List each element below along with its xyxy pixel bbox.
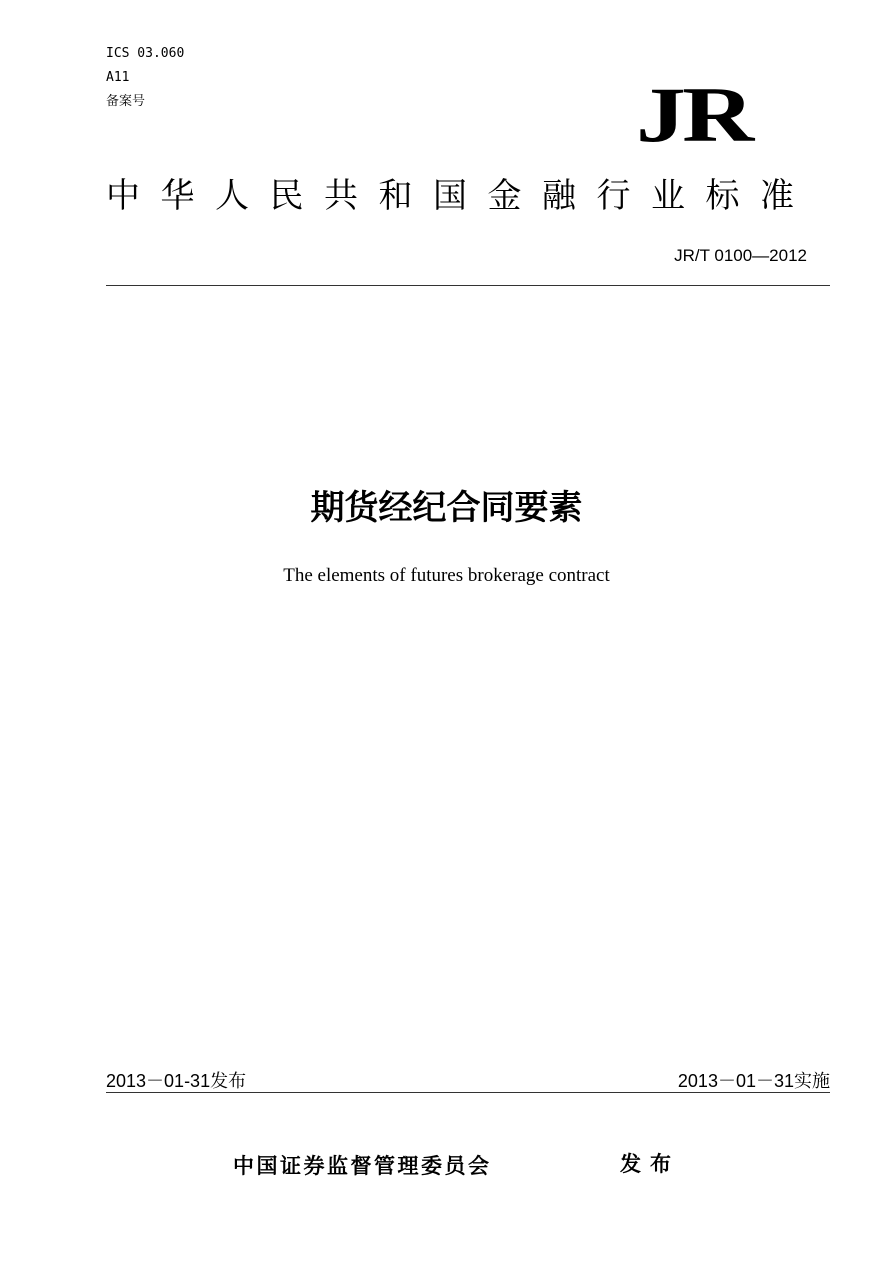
issue-date: 2013－01-31 xyxy=(106,1071,211,1091)
implementation-label: 实施 xyxy=(794,1071,830,1092)
bottom-divider xyxy=(106,1092,830,1093)
ics-code: ICS 03.060 xyxy=(106,46,185,61)
document-title: 期货经纪合同要素 xyxy=(310,488,583,528)
classification-code: A11 xyxy=(106,70,130,85)
implementation-date-line xyxy=(678,1070,830,1093)
document-subtitle: The elements of futures brokerage contract xyxy=(283,565,610,586)
top-divider xyxy=(106,285,830,286)
issue-word: 发布 xyxy=(620,1152,680,1176)
issuing-authority: 中国证券监督管理委员会 xyxy=(233,1154,492,1178)
record-number-label: 备案号 xyxy=(106,94,146,109)
implementation-date: 2013－01－31 xyxy=(677,1071,794,1091)
issue-date-line xyxy=(106,1070,246,1093)
jr-logo: JR xyxy=(636,71,751,158)
issue-label: 发布 xyxy=(210,1071,247,1092)
standard-number: JR/T 0100—2012 xyxy=(674,246,807,265)
standard-category-title: 中华人民共和国金融行业标准 xyxy=(106,176,815,216)
